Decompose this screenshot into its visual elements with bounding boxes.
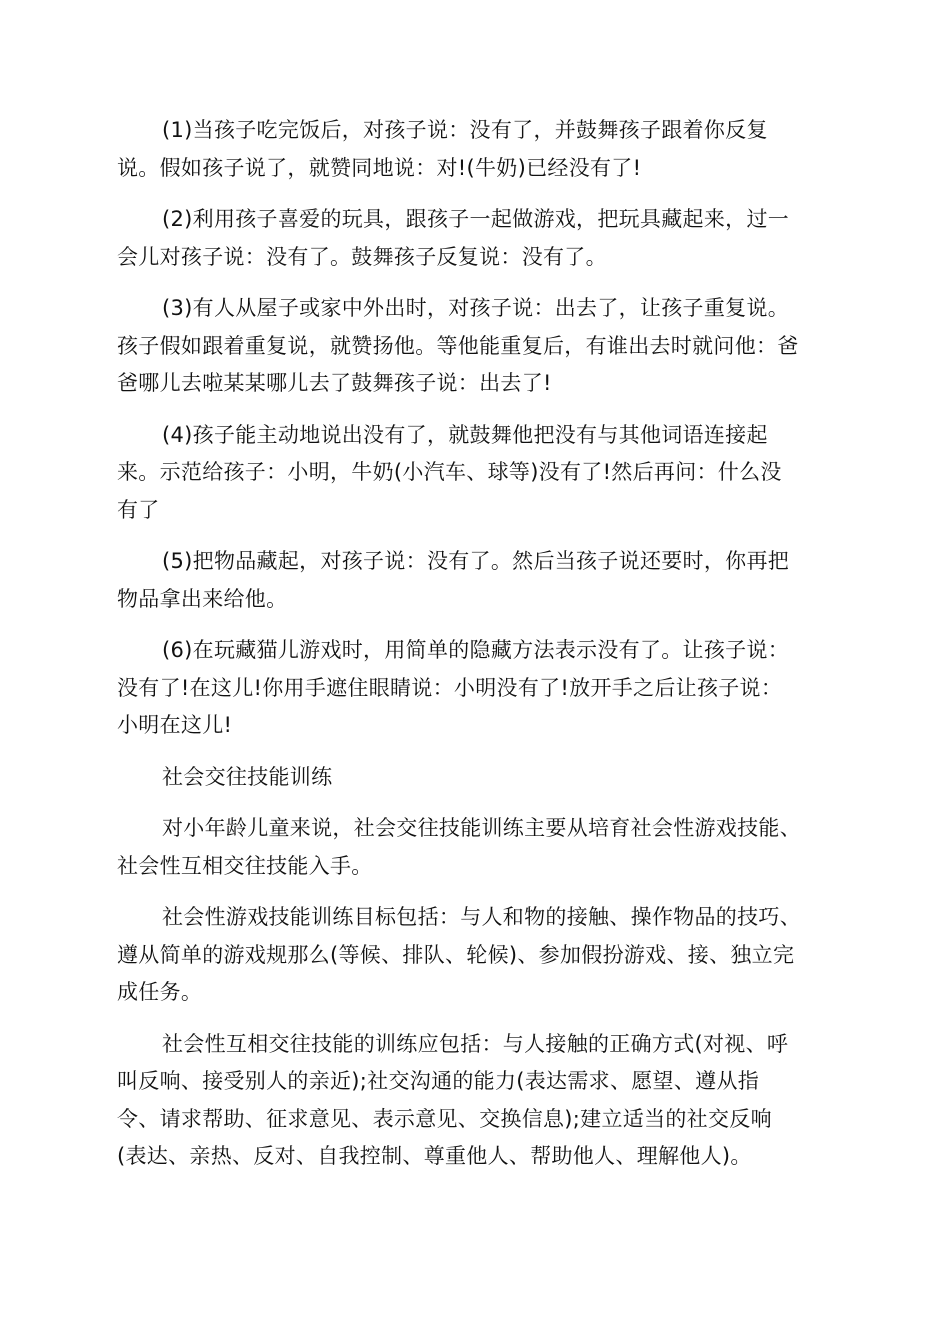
text-line: 小明在这儿! xyxy=(117,713,233,737)
paragraph-intro xyxy=(117,810,833,885)
text-line: 孩子假如跟着重复说，就赞扬他。等他能重复后，有谁出去时就问他：爸 xyxy=(117,333,799,358)
text-line: (4)孩子能主动地说出没有了，就鼓舞他把没有与其他词语连接起 xyxy=(162,422,768,447)
text-line: 有了 xyxy=(117,497,160,522)
text-line: 物品拿出来给他。 xyxy=(117,586,288,611)
paragraph-game-skills xyxy=(117,899,833,1012)
text-line: 社会性互相交往技能的训练应包括：与人接触的正确方式(对视、呼 xyxy=(162,1031,789,1056)
paragraph-step-5 xyxy=(117,543,833,618)
paragraph-step-1 xyxy=(117,112,833,187)
text-line: 社会性互相交往技能入手。 xyxy=(117,853,373,878)
text-line: 来。示范给孩子：小明，牛奶(小汽车、球等)没有了!然后再问：什么没 xyxy=(117,460,782,484)
text-line: 社会性游戏技能训练目标包括：与人和物的接触、操作物品的技巧、 xyxy=(162,905,801,929)
text-line: 叫反响、接受别人的亲近);社交沟通的能力(表达需求、愿望、遵从指 xyxy=(117,1069,760,1093)
text-line: (5)把物品藏起，对孩子说：没有了。然后当孩子说还要时，你再把 xyxy=(162,549,790,573)
text-line: 对小年龄儿童来说，社会交往技能训练主要从培育社会性游戏技能、 xyxy=(162,816,801,840)
text-line: 成任务。 xyxy=(117,980,203,1004)
paragraph-step-6 xyxy=(117,632,833,745)
paragraph-step-4 xyxy=(117,417,833,530)
paragraph-step-2 xyxy=(117,201,833,276)
section-heading: 社会交往技能训练 xyxy=(162,764,333,789)
text-line: 会儿对孩子说：没有了。鼓舞孩子反复说：没有了。 xyxy=(117,244,607,269)
text-line: 令、请求帮助、征求意见、表示意见、交换信息);建立适当的社交反响 xyxy=(117,1106,772,1131)
text-line: 爸哪儿去啦某某哪儿去了鼓舞孩子说：出去了! xyxy=(117,371,552,395)
document-body xyxy=(117,112,833,1190)
text-line: 没有了!在这儿!你用手遮住眼睛说：小明没有了!放开手之后让孩子说： xyxy=(117,675,783,700)
paragraph-step-3 xyxy=(117,290,833,403)
text-line: 遵从简单的游戏规那么(等候、排队、轮候)、参加假扮游戏、接、独立完 xyxy=(117,942,795,967)
text-line: (6)在玩藏猫儿游戏时，用简单的隐藏方法表示没有了。让孩子说： xyxy=(162,638,790,662)
text-line: (1)当孩子吃完饭后，对孩子说：没有了，并鼓舞孩子跟着你反复 xyxy=(162,118,768,142)
text-line: 说。假如孩子说了，就赞同地说：对!(牛奶)已经没有了! xyxy=(117,155,642,180)
paragraph-interaction-skills xyxy=(117,1026,833,1176)
text-line: (3)有人从屋子或家中外出时，对孩子说：出去了，让孩子重复说。 xyxy=(162,296,790,320)
text-line: (2)利用孩子喜爱的玩具，跟孩子一起做游戏，把玩具藏起来，过一 xyxy=(162,207,790,231)
text-line: (表达、亲热、反对、自我控制、尊重他人、帮助他人、理解他人)。 xyxy=(117,1144,752,1168)
